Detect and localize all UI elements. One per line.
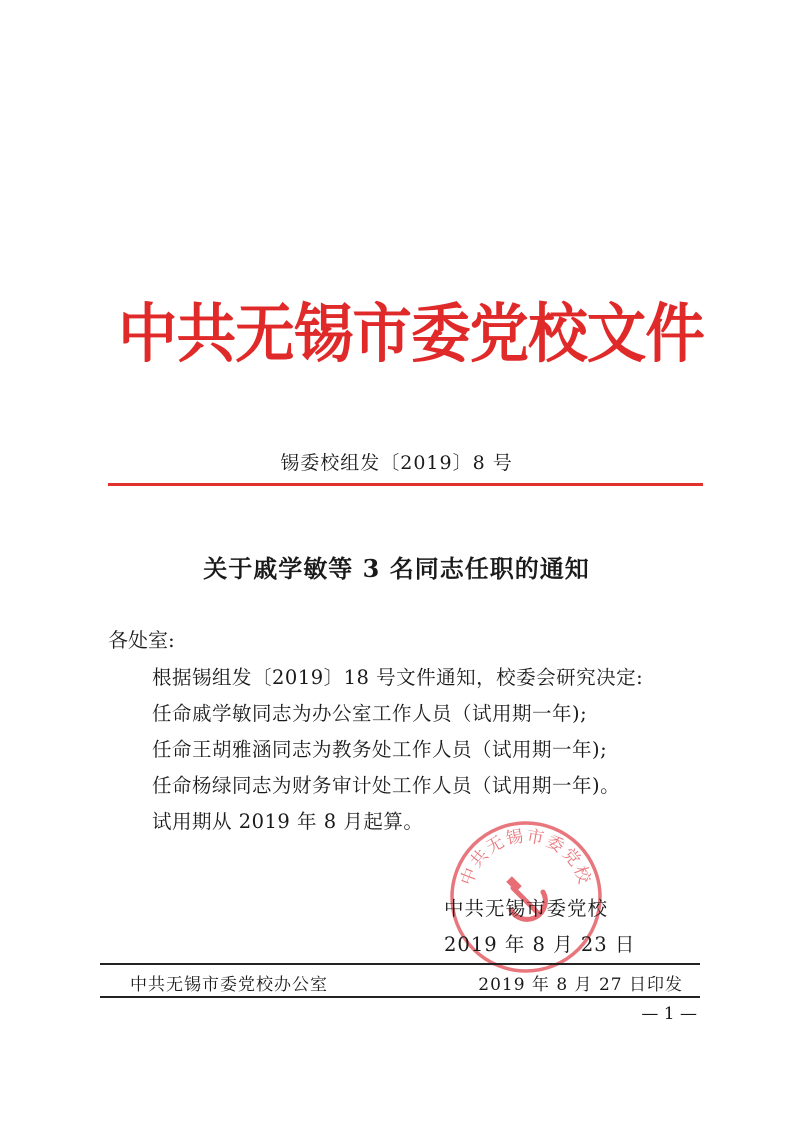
issue-date: 2019 年 8 月 23 日 <box>444 933 636 956</box>
svg-text:中共无锡市委党校 <box>457 826 595 888</box>
body-line: 根据锡组发〔2019〕18 号文件通知，校委会研究决定: <box>152 666 644 689</box>
footer-office: 中共无锡市委党校办公室 <box>130 975 328 995</box>
issuer-name: 中共无锡市委党校 <box>444 897 609 920</box>
footer-rule <box>100 996 700 998</box>
header-red-rule <box>108 483 703 486</box>
page-number: — 1 — <box>641 1004 697 1024</box>
body-line: 任命王胡雅涵同志为教务处工作人员（试用期一年); <box>152 738 608 761</box>
notice-body <box>152 660 712 840</box>
seal-text: 中共无锡市委党校 <box>457 826 595 889</box>
body-line: 任命杨绿同志为财务审计处工作人员（试用期一年)。 <box>152 774 621 797</box>
body-line: 任命戚学敏同志为办公室工作人员（试用期一年); <box>152 702 588 725</box>
salutation: 各处室: <box>108 628 175 652</box>
document-header-title: 中共无锡市委党校文件 <box>118 297 704 372</box>
body-line: 试用期从 2019 年 8 月起算。 <box>152 810 424 833</box>
footer-rule <box>100 963 700 965</box>
footer-print-date: 2019 年 8 月 27 日印发 <box>478 975 683 995</box>
notice-title: 关于戚学敏等 3 名同志任职的通知 <box>203 554 590 583</box>
document-number: 锡委校组发〔2019〕8 号 <box>280 452 513 474</box>
